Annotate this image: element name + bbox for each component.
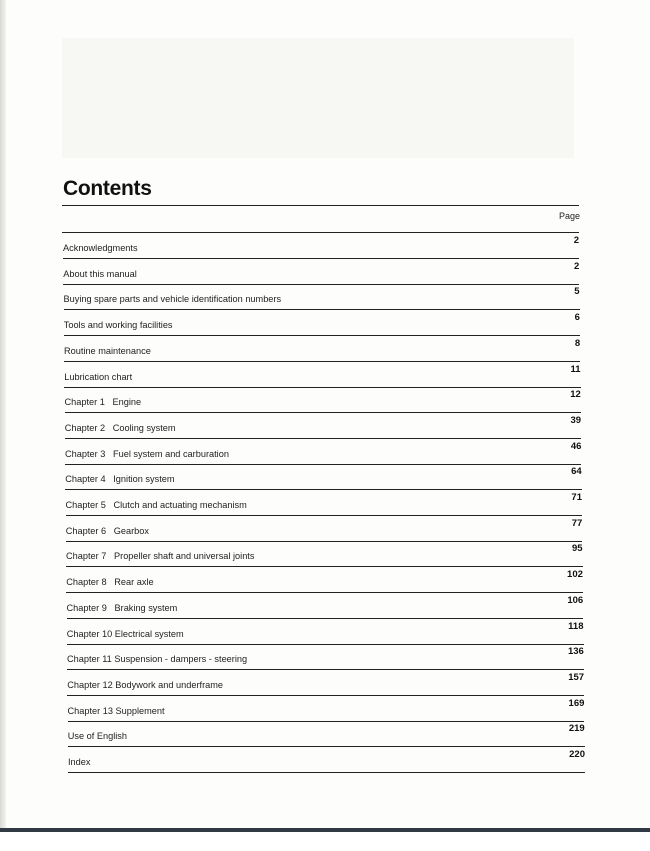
contents-entry xyxy=(66,541,583,567)
contents-entry xyxy=(64,310,580,336)
entry-title: Chapter 8 Rear axle xyxy=(66,577,154,588)
contents-entry xyxy=(64,362,580,388)
contents-entry xyxy=(65,387,581,413)
page-title: Contents xyxy=(63,177,152,200)
contents-entry xyxy=(67,593,584,619)
entry-title: Use of English xyxy=(67,731,127,742)
entry-title: Chapter 12 Bodywork and underframe xyxy=(67,679,224,690)
entry-title: Chapter 11 Suspension - dampers - steering xyxy=(67,654,248,665)
contents-entry xyxy=(68,721,585,747)
entry-title: Chapter 10 Electrical system xyxy=(66,628,184,639)
contents-entry xyxy=(64,284,580,310)
entry-title: Chapter 3 Fuel system and carburation xyxy=(65,448,229,459)
contents-entry xyxy=(64,336,580,362)
entry-title: Chapter 13 Supplement xyxy=(67,705,165,716)
entry-page-number: 77 xyxy=(571,517,583,529)
page-bottom-edge xyxy=(0,828,650,851)
entry-page-number: 220 xyxy=(569,749,585,760)
entry-page-number: 8 xyxy=(574,337,581,349)
entry-title: Chapter 7 Propeller shaft and universal joints xyxy=(66,551,255,562)
entry-page-number: 12 xyxy=(570,389,581,401)
contents-entry xyxy=(65,413,581,439)
contents-entry xyxy=(66,567,583,593)
entry-title: Chapter 4 Ignition system xyxy=(65,474,175,485)
entry-page-number: 219 xyxy=(568,723,585,735)
entry-title: Routine maintenance xyxy=(64,345,151,356)
entry-title: Chapter 1 Engine xyxy=(64,397,142,408)
entry-page-number: 157 xyxy=(568,671,585,683)
contents-entry xyxy=(68,747,585,773)
entry-title: Chapter 2 Cooling system xyxy=(64,422,176,433)
page-column-header: Page xyxy=(559,211,581,221)
entry-title: About this manual xyxy=(63,268,137,279)
entry-page-number: 11 xyxy=(570,363,581,375)
entry-page-number: 95 xyxy=(572,543,583,555)
page-left-edge xyxy=(0,0,6,847)
contents-entry xyxy=(67,619,584,645)
entry-rule xyxy=(68,772,585,773)
entry-title: Acknowledgments xyxy=(63,243,138,253)
entry-title: Tools and working facilities xyxy=(63,320,173,331)
entry-page-number: 2 xyxy=(574,260,580,272)
entry-title: Lubrication chart xyxy=(64,371,133,382)
entry-page-number: 6 xyxy=(574,312,580,324)
entry-page-number: 136 xyxy=(567,646,584,658)
entry-page-number: 64 xyxy=(571,466,582,478)
entry-title: Buying spare parts and vehicle identification numbers xyxy=(63,294,282,305)
entry-page-number: 102 xyxy=(567,569,583,581)
entry-title: Chapter 6 Gearbox xyxy=(65,525,149,536)
entry-title: Index xyxy=(68,757,91,767)
contents-entry xyxy=(67,644,584,670)
entry-title: Chapter 9 Braking system xyxy=(66,602,178,613)
contents-entry xyxy=(67,670,584,696)
entry-page-number: 71 xyxy=(571,492,582,503)
entry-page-number: 106 xyxy=(567,594,584,606)
entry-page-number: 39 xyxy=(570,414,582,426)
contents-entry xyxy=(66,516,583,542)
show-through-area xyxy=(62,38,574,158)
entry-page-number: 46 xyxy=(570,440,582,452)
entry-page-number: 2 xyxy=(573,235,579,246)
contents-entry xyxy=(68,696,585,722)
contents-entry xyxy=(66,490,583,516)
entry-title: Chapter 5 Clutch and actuating mechanism xyxy=(65,500,247,510)
contents-entry xyxy=(63,233,579,259)
entry-page-number: 169 xyxy=(568,697,585,709)
contents-entry xyxy=(63,259,579,285)
contents-entry xyxy=(65,464,581,490)
entry-page-number: 118 xyxy=(568,620,584,632)
title-rule xyxy=(62,205,579,206)
contents-entry xyxy=(65,439,581,465)
entry-page-number: 5 xyxy=(574,286,580,298)
